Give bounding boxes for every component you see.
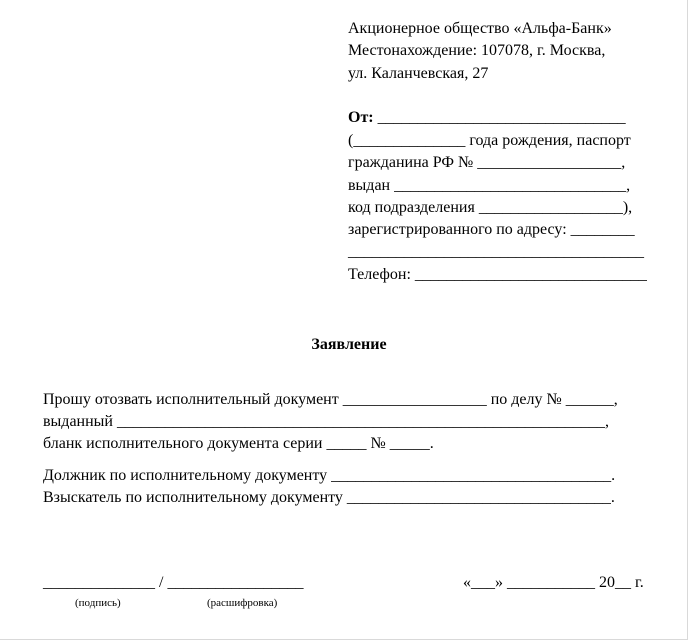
sender-line-3: гражданина РФ № __________________, [348, 154, 626, 171]
addressee-line-2: Местонахождение: 107078, г. Москва, [348, 42, 606, 59]
body-line-3: бланк исполнительного документа серии _____ № _____. [43, 435, 434, 452]
body-line-1: Прошу отозвать исполнительный документ __________________ по делу № ______, [43, 391, 618, 408]
sender-from-label: От: [348, 109, 374, 126]
sender-line-6: зарегистрированного по адресу: ________ [348, 221, 635, 238]
creditor-line: Взыскатель по исполнительному документу _________________________________. [43, 489, 615, 506]
sender-line-2: (______________ года рождения, паспорт [348, 132, 631, 149]
debtor-line: Должник по исполнительному документу ___________________________________. [43, 467, 616, 484]
sender-from-blank: _______________________________ [373, 109, 626, 126]
sender-from-line [348, 107, 626, 129]
addressee-line-3: ул. Каланчевская, 27 [348, 65, 489, 82]
sender-line-4: выдан _____________________________, [348, 177, 631, 194]
signature-caption: (подпись) [75, 597, 121, 609]
decoding-caption: (расшифровка) [207, 597, 278, 609]
addressee-line-1: Акционерное общество «Альфа-Банк» [348, 20, 612, 37]
signature-line: ______________ / _________________ [43, 574, 304, 591]
sender-line-5: код подразделения __________________), [348, 199, 633, 216]
sender-phone-line: Телефон: _____________________________ [348, 266, 647, 283]
document-title: Заявление [311, 336, 387, 353]
body-line-2: выданный _____________________________________________________________, [43, 413, 609, 430]
sender-line-7: _____________________________________ [348, 243, 644, 260]
date-line: «___» ___________ 20__ г. [463, 574, 644, 591]
